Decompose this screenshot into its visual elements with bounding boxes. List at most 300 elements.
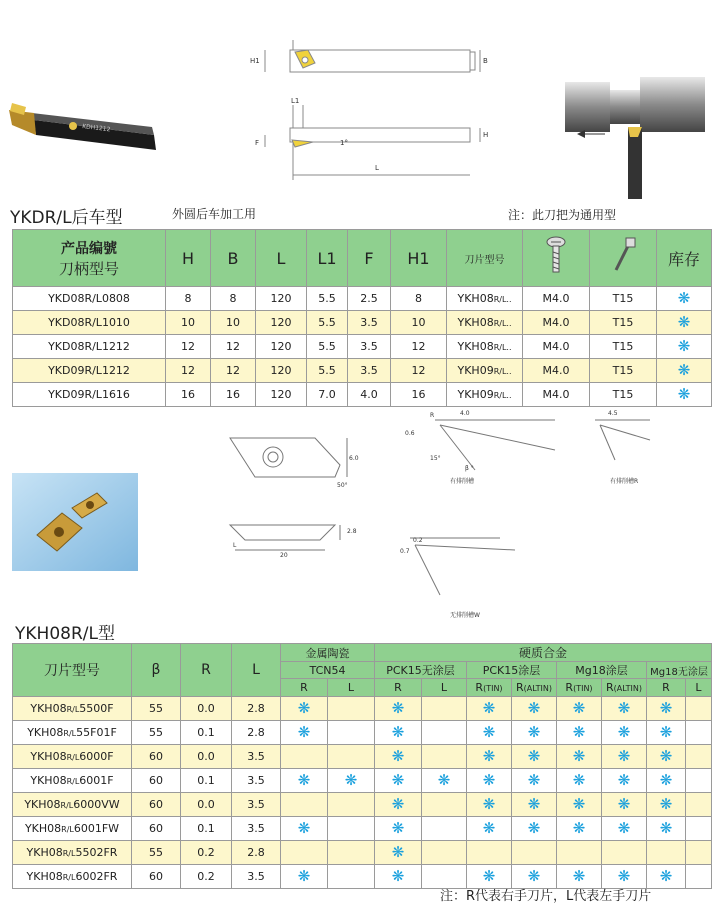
- stock-cell: [467, 817, 512, 841]
- insert-model: YKH08R/L5500F: [13, 697, 132, 721]
- stock-cell: [686, 745, 712, 769]
- insert-photo: [12, 473, 138, 571]
- stock-icon: ❋: [297, 867, 311, 885]
- holder-table: [12, 229, 712, 407]
- svg-text:0.6: 0.6: [405, 430, 415, 437]
- stock-cell: [328, 865, 375, 889]
- stock-cell: [557, 793, 602, 817]
- header-carbide: 硬质合金: [375, 644, 712, 662]
- stock-cell: [422, 697, 467, 721]
- b-value: 12: [211, 335, 256, 359]
- b-value: 16: [211, 383, 256, 407]
- f-value: 3.5: [348, 359, 391, 383]
- stock-cell: [557, 745, 602, 769]
- sub-r: R: [375, 679, 422, 697]
- header-mg18-uncoated: Mg18无涂层: [647, 662, 712, 679]
- stock-cell: [647, 793, 686, 817]
- stock-icon: ❋: [617, 723, 631, 741]
- header-h1: H1: [391, 230, 447, 287]
- l-value: 120: [256, 311, 307, 335]
- stock-cell: [602, 721, 647, 745]
- beta-value: 55: [132, 721, 181, 745]
- wrench-size: T15: [590, 287, 657, 311]
- stock-cell: [467, 841, 512, 865]
- stock-icon: ❋: [297, 723, 311, 741]
- stock-icon: ❋: [617, 747, 631, 765]
- stock-cell: [602, 817, 647, 841]
- l-value: 120: [256, 335, 307, 359]
- stock-cell: [328, 817, 375, 841]
- stock-cell: [686, 769, 712, 793]
- insert-type: YKH08R/L..: [447, 311, 523, 335]
- stock-cell: [281, 697, 328, 721]
- r-value: 0.0: [181, 793, 232, 817]
- l-value: 3.5: [232, 745, 281, 769]
- insert-model: YKH08R/L55F01F: [13, 721, 132, 745]
- table-row: [13, 841, 712, 865]
- l1-value: 5.5: [307, 335, 348, 359]
- stock-cell: [467, 793, 512, 817]
- svg-text:6.0: 6.0: [349, 455, 359, 462]
- svg-text:R: R: [430, 412, 435, 419]
- stock-cell: [467, 745, 512, 769]
- l-value: 3.5: [232, 793, 281, 817]
- svg-text:H: H: [483, 131, 489, 139]
- wrench-size: T15: [590, 359, 657, 383]
- stock-icon: ❋: [437, 771, 451, 789]
- stock-icon: ❋: [659, 771, 673, 789]
- stock-icon: ❋: [572, 747, 586, 765]
- header-r: R: [181, 644, 232, 697]
- stock-cell: [602, 841, 647, 865]
- wrench-icon: [608, 236, 638, 276]
- insert-model: YKH08R/L6002FR: [13, 865, 132, 889]
- table-row: [13, 721, 712, 745]
- svg-text:KDH1212: KDH1212: [81, 123, 111, 134]
- stock-icon: ❋: [617, 795, 631, 813]
- f-value: 2.5: [348, 287, 391, 311]
- insert-type: YKH08R/L..: [447, 287, 523, 311]
- stock-icon: ❋: [527, 795, 541, 813]
- r-value: 0.1: [181, 769, 232, 793]
- table-row: [13, 359, 712, 383]
- product-code: YKD09R/L1616: [13, 383, 166, 407]
- stock-cell: [686, 865, 712, 889]
- stock-cell: [512, 817, 557, 841]
- stock-cell: [512, 697, 557, 721]
- header-b: B: [211, 230, 256, 287]
- stock-icon: ❋: [572, 867, 586, 885]
- stock-cell: [375, 769, 422, 793]
- stock-cell: [281, 817, 328, 841]
- stock-cell: [557, 841, 602, 865]
- screw-size: M4.0: [523, 383, 590, 407]
- stock-icon: ❋: [482, 867, 496, 885]
- stock-icon: ❋: [677, 385, 691, 403]
- stock-cell: [647, 697, 686, 721]
- stock-cell: [281, 865, 328, 889]
- sub-l: L: [328, 679, 375, 697]
- l1-value: 5.5: [307, 287, 348, 311]
- insert-type: YKH09R/L..: [447, 359, 523, 383]
- stock-icon: ❋: [482, 699, 496, 717]
- stock-cell: [512, 793, 557, 817]
- header-mg18-coated: Mg18涂层: [557, 662, 647, 679]
- l-value: 120: [256, 287, 307, 311]
- svg-text:有排削槽: 有排削槽: [450, 478, 475, 485]
- stock-cell: [328, 769, 375, 793]
- insert-section-title: YKH08R/L型: [15, 624, 115, 644]
- header-cermet: 金属陶瓷: [281, 644, 375, 662]
- stock-cell: [422, 841, 467, 865]
- svg-text:20: 20: [280, 552, 288, 559]
- beta-value: 55: [132, 697, 181, 721]
- r-value: 0.1: [181, 721, 232, 745]
- sub-r-altin: R(ALTIN): [512, 679, 557, 697]
- l-value: 120: [256, 383, 307, 407]
- holder-photo: [4, 95, 164, 165]
- l-value: 3.5: [232, 817, 281, 841]
- stock-icon: ❋: [617, 867, 631, 885]
- beta-value: 60: [132, 865, 181, 889]
- l-value: 2.8: [232, 721, 281, 745]
- stock-cell: [375, 745, 422, 769]
- header-insert-type: 刀片型号: [447, 230, 523, 287]
- stock-icon: ❋: [572, 699, 586, 717]
- header-tcn54: TCN54: [281, 662, 375, 679]
- table-row: [13, 383, 712, 407]
- screw-size: M4.0: [523, 335, 590, 359]
- stock-icon: ❋: [617, 771, 631, 789]
- insert-model: YKH08R/L6000F: [13, 745, 132, 769]
- svg-text:无排削槽W: 无排削槽W: [450, 612, 480, 619]
- h-value: 10: [166, 311, 211, 335]
- stock-cell: [647, 841, 686, 865]
- stock-cell: [422, 793, 467, 817]
- holder-section-note: 注：此刀把为通用型: [508, 208, 617, 222]
- stock-indicator: [657, 383, 712, 407]
- stock-cell: [328, 793, 375, 817]
- product-code: YKD08R/L0808: [13, 287, 166, 311]
- stock-icon: ❋: [482, 747, 496, 765]
- stock-cell: [512, 769, 557, 793]
- holder-table-header: [13, 230, 712, 287]
- r-value: 0.0: [181, 745, 232, 769]
- h1-value: 12: [391, 335, 447, 359]
- h1-value: 8: [391, 287, 447, 311]
- stock-cell: [467, 697, 512, 721]
- svg-text:0.2: 0.2: [413, 537, 423, 544]
- h1-value: 16: [391, 383, 447, 407]
- holder-section-subtitle: 外圆后车加工用: [172, 207, 257, 221]
- stock-icon: ❋: [391, 723, 405, 741]
- stock-indicator: [657, 335, 712, 359]
- svg-text:β °: β °: [465, 465, 474, 472]
- insert-model: YKH08R/L6001F: [13, 769, 132, 793]
- machining-illustration: [560, 72, 710, 202]
- stock-icon: ❋: [391, 819, 405, 837]
- h-value: 16: [166, 383, 211, 407]
- header-pck15-coated: PCK15涂层: [467, 662, 557, 679]
- svg-text:有排削槽R: 有排削槽R: [610, 478, 639, 485]
- stock-cell: [686, 721, 712, 745]
- stock-icon: ❋: [297, 771, 311, 789]
- b-value: 10: [211, 311, 256, 335]
- stock-cell: [602, 745, 647, 769]
- stock-icon: ❋: [527, 747, 541, 765]
- sub-r-tin: R(TIN): [557, 679, 602, 697]
- r-value: 0.2: [181, 865, 232, 889]
- table-row: [13, 335, 712, 359]
- svg-text:2.8: 2.8: [347, 528, 357, 535]
- table-row: [13, 311, 712, 335]
- r-value: 0.2: [181, 841, 232, 865]
- screw-size: M4.0: [523, 311, 590, 335]
- table-row: [13, 697, 712, 721]
- stock-icon: ❋: [482, 819, 496, 837]
- beta-value: 60: [132, 817, 181, 841]
- stock-cell: [281, 841, 328, 865]
- stock-icon: ❋: [482, 723, 496, 741]
- svg-text:L1: L1: [291, 97, 300, 105]
- stock-cell: [512, 841, 557, 865]
- stock-icon: ❋: [391, 699, 405, 717]
- sub-r: R: [281, 679, 328, 697]
- table-row: [13, 793, 712, 817]
- svg-text:1°: 1°: [340, 139, 348, 147]
- header-stock: 库存: [657, 230, 712, 287]
- header-pck15-uncoated: PCK15无涂层: [375, 662, 467, 679]
- stock-icon: ❋: [617, 699, 631, 717]
- stock-cell: [422, 721, 467, 745]
- svg-text:L: L: [375, 164, 379, 172]
- table-row: [13, 745, 712, 769]
- l1-value: 5.5: [307, 311, 348, 335]
- stock-cell: [602, 769, 647, 793]
- b-value: 8: [211, 287, 256, 311]
- stock-cell: [647, 745, 686, 769]
- stock-cell: [686, 793, 712, 817]
- stock-cell: [375, 697, 422, 721]
- stock-indicator: [657, 359, 712, 383]
- stock-icon: ❋: [677, 361, 691, 379]
- stock-icon: ❋: [527, 867, 541, 885]
- sub-l: L: [686, 679, 712, 697]
- svg-text:0.7: 0.7: [400, 548, 410, 555]
- stock-cell: [328, 745, 375, 769]
- screw-icon: [544, 236, 568, 276]
- screw-size: M4.0: [523, 287, 590, 311]
- l-value: 3.5: [232, 769, 281, 793]
- beta-value: 60: [132, 769, 181, 793]
- stock-cell: [602, 793, 647, 817]
- stock-cell: [375, 721, 422, 745]
- stock-indicator: [657, 311, 712, 335]
- stock-cell: [557, 769, 602, 793]
- l1-value: 5.5: [307, 359, 348, 383]
- insert-type: YKH09R/L..: [447, 383, 523, 407]
- header-product-code: 产品编號 刀柄型号: [13, 230, 166, 287]
- wrench-size: T15: [590, 383, 657, 407]
- l-value: 2.8: [232, 697, 281, 721]
- h-value: 12: [166, 359, 211, 383]
- svg-text:F: F: [255, 139, 260, 147]
- f-value: 3.5: [348, 311, 391, 335]
- stock-cell: [647, 865, 686, 889]
- stock-cell: [602, 697, 647, 721]
- beta-value: 60: [132, 793, 181, 817]
- stock-icon: ❋: [297, 699, 311, 717]
- svg-text:H1: H1: [250, 57, 260, 65]
- stock-icon: ❋: [572, 771, 586, 789]
- h-value: 8: [166, 287, 211, 311]
- stock-cell: [375, 841, 422, 865]
- stock-icon: ❋: [344, 771, 358, 789]
- stock-cell: [686, 817, 712, 841]
- stock-cell: [467, 721, 512, 745]
- insert-model: YKH08R/L5502FR: [13, 841, 132, 865]
- f-value: 4.0: [348, 383, 391, 407]
- f-value: 3.5: [348, 335, 391, 359]
- insert-type: YKH08R/L..: [447, 335, 523, 359]
- stock-cell: [281, 721, 328, 745]
- stock-cell: [512, 745, 557, 769]
- stock-icon: ❋: [659, 699, 673, 717]
- beta-value: 55: [132, 841, 181, 865]
- header-l: L: [256, 230, 307, 287]
- stock-icon: ❋: [527, 819, 541, 837]
- insert-drawings: [225, 405, 655, 620]
- stock-cell: [422, 745, 467, 769]
- insert-model: YKH08R/L6001FW: [13, 817, 132, 841]
- header-f: F: [348, 230, 391, 287]
- stock-icon: ❋: [572, 795, 586, 813]
- header-l1: L1: [307, 230, 348, 287]
- stock-cell: [375, 793, 422, 817]
- sub-r-tin: R(TIN): [467, 679, 512, 697]
- stock-cell: [328, 841, 375, 865]
- stock-icon: ❋: [391, 747, 405, 765]
- sub-r-altin: R(ALTIN): [602, 679, 647, 697]
- h1-value: 12: [391, 359, 447, 383]
- stock-icon: ❋: [482, 771, 496, 789]
- insert-section-note: 注：R代表右手刀片，L代表左手刀片: [440, 889, 652, 904]
- stock-icon: ❋: [482, 795, 496, 813]
- product-code: YKD08R/L1010: [13, 311, 166, 335]
- stock-icon: ❋: [527, 723, 541, 741]
- stock-cell: [557, 697, 602, 721]
- stock-icon: ❋: [659, 747, 673, 765]
- holder-section-title: YKDR/L后车型: [10, 208, 123, 228]
- svg-text:L: L: [233, 542, 237, 549]
- stock-cell: [281, 793, 328, 817]
- stock-cell: [512, 721, 557, 745]
- beta-value: 60: [132, 745, 181, 769]
- b-value: 12: [211, 359, 256, 383]
- stock-cell: [281, 745, 328, 769]
- sub-r: R: [647, 679, 686, 697]
- h-value: 12: [166, 335, 211, 359]
- l1-value: 7.0: [307, 383, 348, 407]
- stock-cell: [328, 697, 375, 721]
- wrench-size: T15: [590, 335, 657, 359]
- stock-icon: ❋: [391, 795, 405, 813]
- stock-cell: [422, 769, 467, 793]
- stock-icon: ❋: [391, 771, 405, 789]
- stock-icon: ❋: [659, 867, 673, 885]
- stock-cell: [467, 769, 512, 793]
- header-h: H: [166, 230, 211, 287]
- product-code: YKD08R/L1212: [13, 335, 166, 359]
- l-value: 120: [256, 359, 307, 383]
- wrench-size: T15: [590, 311, 657, 335]
- product-code: YKD09R/L1212: [13, 359, 166, 383]
- stock-cell: [647, 721, 686, 745]
- stock-icon: ❋: [677, 337, 691, 355]
- table-row: [13, 287, 712, 311]
- stock-icon: ❋: [572, 723, 586, 741]
- stock-icon: ❋: [677, 313, 691, 331]
- header-insert-type: 刀片型号: [13, 644, 132, 697]
- svg-text:15°: 15°: [430, 455, 441, 462]
- stock-cell: [686, 697, 712, 721]
- header-l: L: [232, 644, 281, 697]
- stock-cell: [557, 817, 602, 841]
- stock-icon: ❋: [617, 819, 631, 837]
- stock-cell: [647, 817, 686, 841]
- l-value: 3.5: [232, 865, 281, 889]
- stock-icon: ❋: [572, 819, 586, 837]
- screw-size: M4.0: [523, 359, 590, 383]
- stock-cell: [281, 769, 328, 793]
- stock-icon: ❋: [391, 843, 405, 861]
- stock-indicator: [657, 287, 712, 311]
- stock-cell: [328, 721, 375, 745]
- stock-icon: ❋: [659, 795, 673, 813]
- stock-icon: ❋: [659, 723, 673, 741]
- table-row: [13, 817, 712, 841]
- svg-text:4.5: 4.5: [608, 410, 618, 417]
- stock-cell: [375, 865, 422, 889]
- stock-icon: ❋: [297, 819, 311, 837]
- header-beta: β: [132, 644, 181, 697]
- insert-model: YKH08R/L6000VW: [13, 793, 132, 817]
- l-value: 2.8: [232, 841, 281, 865]
- svg-text:50°: 50°: [337, 482, 348, 489]
- sub-l: L: [422, 679, 467, 697]
- stock-icon: ❋: [659, 819, 673, 837]
- svg-text:B: B: [483, 57, 488, 65]
- stock-cell: [686, 841, 712, 865]
- stock-cell: [422, 817, 467, 841]
- insert-table: [12, 643, 712, 889]
- header-screw: [523, 230, 590, 287]
- stock-icon: ❋: [677, 289, 691, 307]
- stock-icon: ❋: [527, 699, 541, 717]
- holder-drawing: [245, 35, 495, 180]
- h1-value: 10: [391, 311, 447, 335]
- table-row: [13, 769, 712, 793]
- stock-cell: [375, 817, 422, 841]
- stock-icon: ❋: [391, 867, 405, 885]
- svg-text:4.0: 4.0: [460, 410, 470, 417]
- stock-cell: [647, 769, 686, 793]
- header-wrench: [590, 230, 657, 287]
- stock-icon: ❋: [527, 771, 541, 789]
- r-value: 0.1: [181, 817, 232, 841]
- stock-cell: [557, 721, 602, 745]
- r-value: 0.0: [181, 697, 232, 721]
